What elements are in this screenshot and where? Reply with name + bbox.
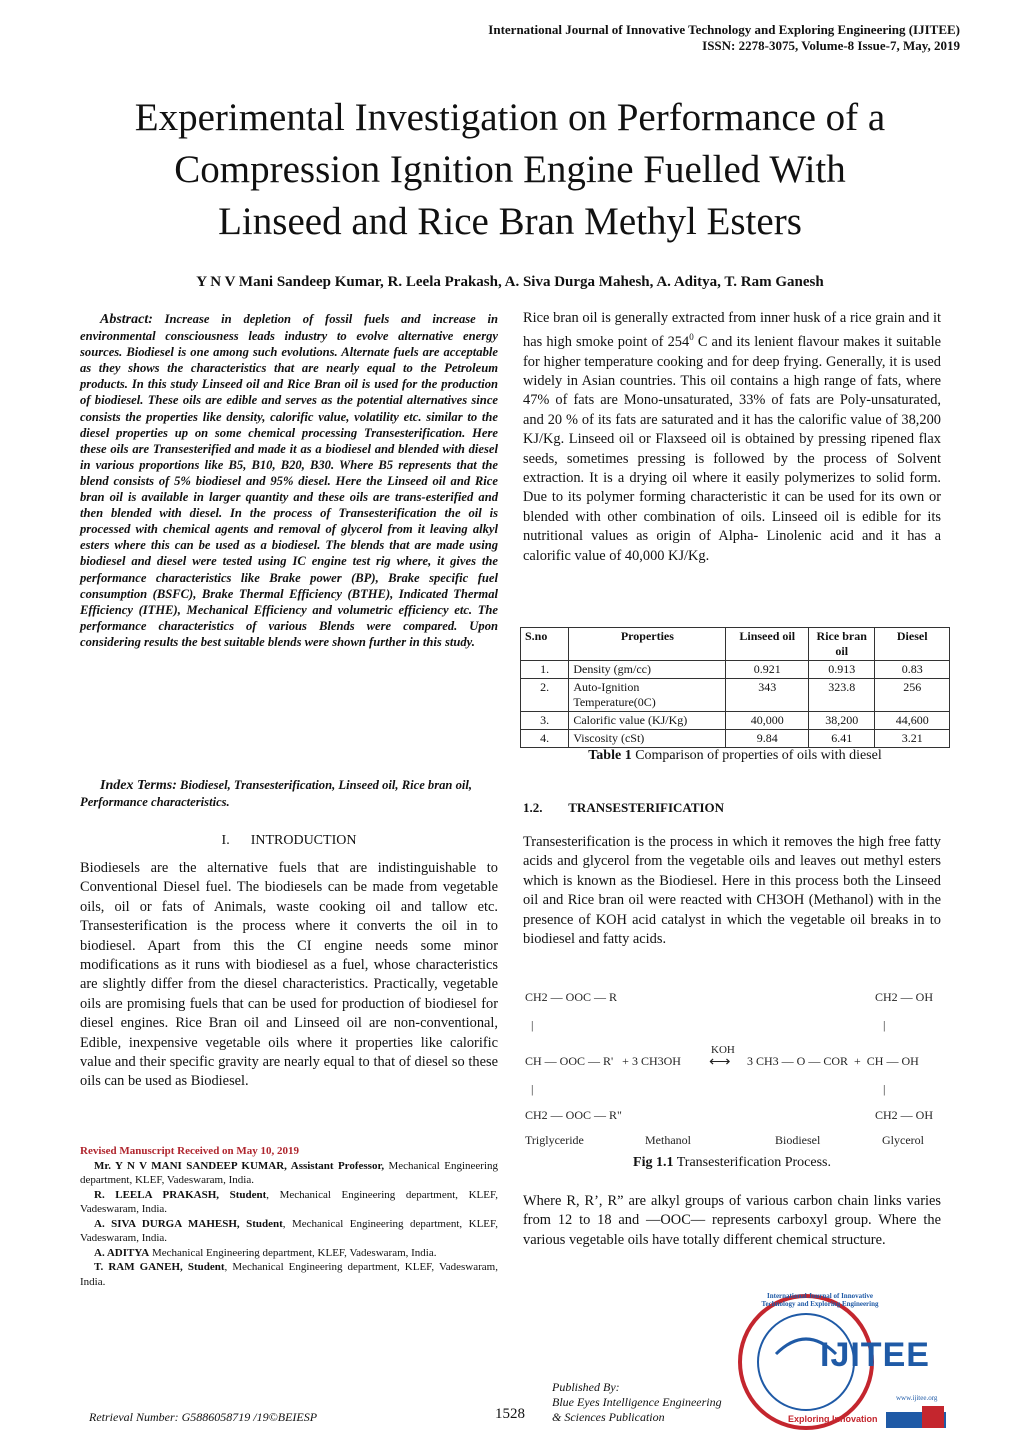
table-row — [521, 661, 950, 679]
bond-bar: | — [883, 1018, 886, 1032]
figure-caption — [523, 1155, 941, 1171]
index-terms-text: Biodiesel, Transesterification, Linseed oil, Rice bran oil, Performance characteristics. — [80, 778, 473, 809]
bond-bar: | — [531, 1018, 534, 1032]
author-list: Y N V Mani Sandeep Kumar, R. Leela Prakash, A. Siva Durga Mahesh, A. Aditya, T. Ram Ganesh — [196, 274, 824, 290]
paper-title — [60, 92, 960, 248]
abstract-lead: Abstract: — [100, 312, 153, 327]
figure-caption-label: Fig 1.1 — [633, 1155, 674, 1170]
table-cell: 1. — [521, 661, 569, 679]
alkyl-groups-paragraph: Where R, R’, R” are alkyl groups of various carbon chain links varies from 12 to 18 and —OOC— represents carboxyl group. Where the various vegetable oils have totally different chemical structure. — [523, 1193, 941, 1248]
introduction-paragraph: Biodiesels are the alternative fuels that are indistinguishable to Conventional Diesel fuel. The biodiesels can be made from vegetable oils, oil or fats of Animals, waste cooking oil and tallow etc. Transesterification is the process where it converts the oil in to biodiesel. Apart from this the CI engine needs some minor modifications as it runs with biodiesel as a fuel, whose characteristics are slightly differ from the diesel characteristics. Practically, vegetable oils are promising fuels that can be used for production of biodiesel for diesel engines. Rice Bran oil and Linseed oil are non-conventional, Edible, inexpensive vegetable oils where it properties like calorific value and their specific gravity are nearly equal to that of diesel so these oils can be used as Biodiesel. — [80, 860, 498, 1090]
rice-bran-paragraph — [523, 309, 941, 566]
table-cell: 0.913 — [808, 661, 874, 679]
table-cell: 38,200 — [808, 712, 874, 730]
table-cell: Calorific value (KJ/Kg) — [569, 712, 726, 730]
section-heading-transesterification: 1.2. TRANSESTERIFICATION — [523, 800, 725, 815]
table-cell: 9.84 — [726, 730, 809, 748]
bond-bar: | — [531, 1082, 534, 1096]
retrieval-number: Retrieval Number: G5886058719 /19©BEIESP — [89, 1410, 318, 1424]
table-header-cell: Rice bran oil — [808, 628, 874, 661]
rice-bran-text-1: Rice bran oil is generally extracted from inner husk of a rice grain and it has high smoke point of 254 — [523, 310, 941, 351]
note-author-3: A. SIVA DURGA MAHESH — [94, 1217, 237, 1230]
label-methanol: Methanol — [645, 1133, 691, 1147]
reaction-row2-left: CH — OOC — R' + 3 CH3OH — [525, 1054, 681, 1068]
table-cell: 40,000 — [726, 712, 809, 730]
table-header-cell: S.no — [521, 628, 569, 661]
table-row — [521, 679, 950, 712]
properties-table-wrap — [520, 627, 950, 764]
logo-text: IJITEE — [820, 1336, 930, 1374]
properties-table — [520, 627, 950, 748]
table-cell: 3. — [521, 712, 569, 730]
table-row — [521, 712, 950, 730]
page-number: 1528 — [495, 1406, 525, 1422]
table-header-cell: Properties — [569, 628, 726, 661]
table-cell: 6.41 — [808, 730, 874, 748]
table-row — [521, 730, 950, 748]
note-author-5: T. RAM GANEH, Student — [94, 1261, 225, 1273]
table-caption-text: Comparison of properties of oils with diesel — [631, 748, 882, 763]
table-header-cell: Linseed oil — [726, 628, 809, 661]
table-header-row — [521, 628, 950, 661]
equilibrium-arrow-icon: ⟷ — [709, 1054, 731, 1070]
index-terms-lead: Index Terms: — [100, 778, 177, 793]
journal-name: International Journal of Innovative Technology and Exploring Engineering (IJITEE) — [488, 22, 960, 37]
publisher-block — [552, 1380, 722, 1425]
table-header-cell: Diesel — [875, 628, 950, 661]
table-cell: 44,600 — [875, 712, 950, 730]
reaction-row3-left: CH2 — OOC — R" — [525, 1108, 622, 1122]
rice-bran-text-2: C and its lenient flavour makes it suitable for higher temperature cooking and for deep frying. Generally, it is used widely in Asian countries. This oil contains a high range of fats, where 47% of fats are Mono-unsaturated, 33% of fats are Poly-unsaturated, and 20 % of its fats are saturated and it has the calorific value of 38,200 KJ/Kg. Linseed oil or Flaxseed oil is obtained by pressing ripened flax seeds, sometimes pressing is followed by the process of Solvent extraction. It is a drying oil where it easily polymerizes to solid form. Due to its polymer forming characteristic it can be used for its own or blended with other combination of oils. Linseed oil is edible for its nutritional values as origin of Alpha- Linolenic acid and it has a calorific value of 40,000 KJ/Kg. — [523, 334, 941, 564]
table-caption — [520, 748, 950, 764]
abstract — [80, 311, 498, 650]
reaction-row2-right: 3 CH3 — O — COR + CH — OH — [747, 1054, 919, 1068]
logo-tagline: Exploring Innovation — [788, 1414, 878, 1424]
journal-header — [488, 22, 960, 54]
logo-url: www.ijitee.org — [896, 1394, 938, 1402]
table-cell: Density (gm/cc) — [569, 661, 726, 679]
reaction-row1-right: CH2 — OH — [875, 990, 934, 1004]
table-cell: 4. — [521, 730, 569, 748]
title-line-3: Linseed and Rice Bran Methyl Esters — [218, 200, 802, 243]
journal-issn: ISSN: 2278-3075, Volume-8 Issue-7, May, 2019 — [702, 38, 960, 53]
table-cell: 0.83 — [875, 661, 950, 679]
ijitee-logo — [736, 1284, 946, 1432]
table-cell: 256 — [875, 679, 950, 712]
author-notes — [80, 1144, 498, 1289]
section-heading-introduction: I. INTRODUCTION — [221, 833, 357, 848]
label-glycerol: Glycerol — [882, 1133, 924, 1147]
table-cell: 0.921 — [726, 661, 809, 679]
index-terms — [80, 777, 498, 811]
table-cell: Viscosity (cSt) — [569, 730, 726, 748]
note-author-2: R. LEELA PRAKASH, Student — [94, 1188, 267, 1201]
published-by: Published By: — [552, 1380, 620, 1394]
note-author-3-role: , Student — [236, 1217, 283, 1230]
reaction-row1-left: CH2 — OOC — R — [525, 990, 618, 1004]
revised-date: Revised Manuscript Received on May 10, 2019 — [80, 1145, 300, 1157]
bond-bar: | — [883, 1082, 886, 1096]
note-author-1: Mr. Y N V MANI SANDEEP KUMAR, — [94, 1159, 287, 1172]
table-cell: 3.21 — [875, 730, 950, 748]
reaction-row3-right: CH2 — OH — [875, 1108, 934, 1122]
note-author-4: A. ADITYA — [94, 1246, 150, 1259]
note-author-2-aff: , Mechanical Engineering department, KLEF, Vadeswaram, India. — [80, 1188, 498, 1215]
figure-caption-text: Transesterification Process. — [673, 1155, 831, 1170]
table-cell: 323.8 — [808, 679, 874, 712]
table-cell: 2. — [521, 679, 569, 712]
degree-superscript: 0 — [689, 332, 694, 343]
note-author-1-role: Assistant Professor, — [286, 1159, 385, 1172]
title-line-2: Compression Ignition Engine Fuelled With — [174, 148, 846, 191]
table-caption-label: Table 1 — [588, 748, 632, 763]
publisher-line-1: Blue Eyes Intelligence Engineering — [552, 1395, 722, 1409]
note-author-5-aff: , Mechanical Engineering department, KLEF, Vadeswaram, India. — [80, 1261, 498, 1288]
table-cell: Auto-Ignition Temperature(0C) — [569, 679, 726, 712]
abstract-text: Increase in depletion of fossil fuels and increase in environmental consciousness leads industry to evolve alternative energy sources. Biodiesel is one among such evolutions. Alternate fuels are acceptable as they shows the characteristics that are nearly equal to the Petroleum products. In this study Linseed oil and Rice Bran oil is used for the production of biodiesel. These oils are edible and serves as the potential alternatives since consists the properties like density, calorific value, volatility etc. similar to the diesel properties up on some chemical processing Transesterification. Here these oils are Transesterified and made it as a biodiesel and blended with diesel in various proportions like B5, B10, B20, B30. Where B5 represents that the blend consists of 5% biodiesel and 95% diesel. Here the Linseed oil and Rice bran oil is available in larger quantity and these oils are trans-esterified and then blended with diesel. In the process of Transesterification the oil is processed with chemical agents and removal of glycerol from it leaving alkyl esters where this can be used as a biodiesel. The blends that are made using biodiesel and diesel were tested using IC engine test rig where, it gives the performance characteristics like Brake power (BP), Brake specific fuel consumption (BSFC), Brake Thermal Efficiency (BTHE), Indicated Thermal Efficiency (ITHE), Mechanical Efficiency and volumetric efficiency etc. The performance characteristics of various Blends were compared. Upon considering results the best suitable blends were shown further in this study. — [80, 312, 498, 649]
note-author-1-aff: Mechanical Engineering department, KLEF, Vadeswaram, India. — [80, 1159, 498, 1186]
publisher-line-2: & Sciences Publication — [552, 1410, 665, 1424]
label-biodiesel: Biodiesel — [775, 1133, 821, 1147]
table-cell: 343 — [726, 679, 809, 712]
note-author-4-aff: Mechanical Engineering department, KLEF, Vadeswaram, India. — [149, 1246, 437, 1259]
reaction-scheme — [525, 990, 945, 1150]
note-author-3-aff: , Mechanical Engineering department, KLEF, Vadeswaram, India. — [80, 1217, 498, 1244]
catalyst-label: KOH — [711, 1044, 735, 1056]
transesterification-paragraph: Transesterification is the process in which it removes the high free fatty acids and glycerol from the vegetable oils and leaves out methyl esters which is known as the Biodiesel. Here in this process both the Linseed oil and Rice bran oil were reacted with CH3OH (Methanol) with in the presence of KOH acid catalyst in which the vegetable oil breaks in to biodiesel and fatty acids. — [523, 834, 941, 948]
title-line-1: Experimental Investigation on Performance of a — [134, 96, 886, 139]
label-triglyceride: Triglyceride — [525, 1133, 584, 1147]
logo-arc-text: International Journal of Innovative Technology and Exploring Engineering — [761, 1292, 879, 1308]
